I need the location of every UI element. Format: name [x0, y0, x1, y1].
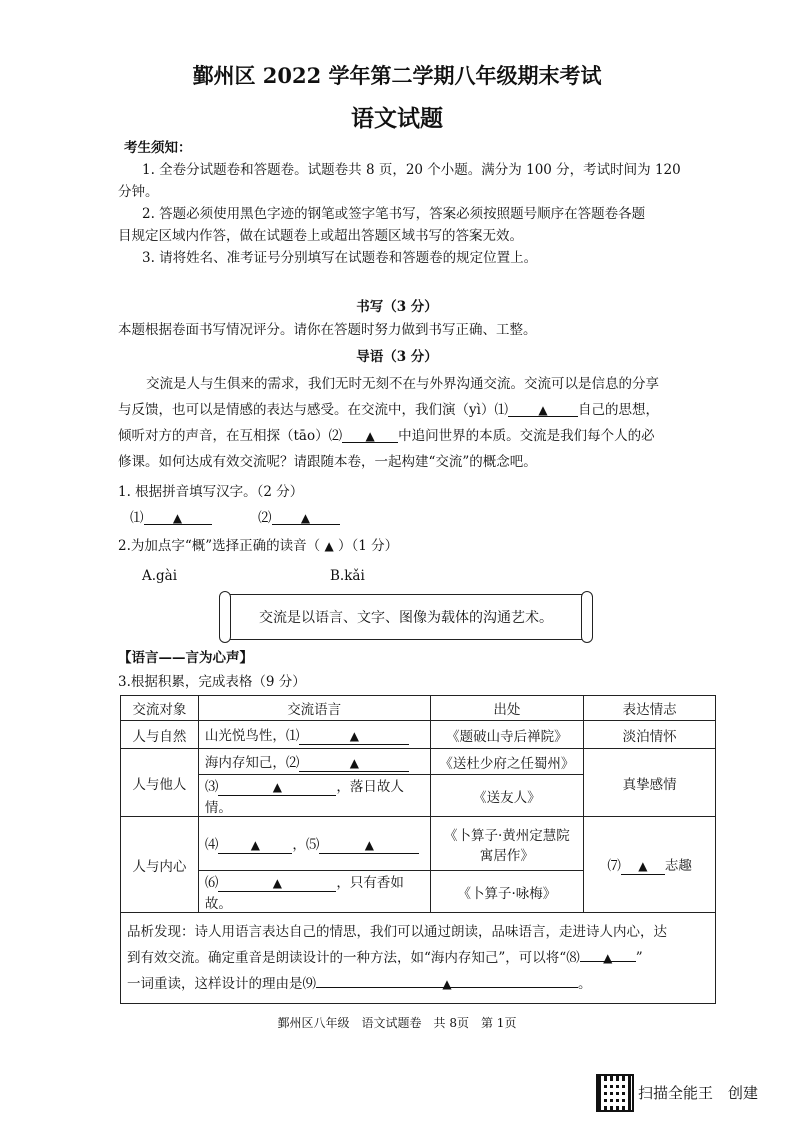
row3-source-2: 《卜算子·咏梅》: [430, 871, 584, 913]
triangle-icon: ▲: [272, 876, 282, 890]
writing-heading: 书写（3 分）: [356, 299, 438, 315]
row1-language: 山光悦鸟性，⑴ ▲: [198, 721, 430, 749]
triangle-icon: ▲: [349, 729, 359, 743]
row3-language-1: ⑷ ▲ ，⑸ ▲: [198, 817, 430, 871]
blank-2[interactable]: [299, 755, 409, 772]
row1-object: 人与自然: [121, 721, 199, 749]
banner-text: 交流是以语言、文字、图像为载体的沟通艺术。: [259, 610, 553, 626]
triangle-icon: ▲: [250, 838, 260, 852]
row3-source-1: 《卜算子·黄州定慧院 寓居作》: [430, 817, 584, 871]
row3-language-2: ⑹ ▲ ，只有香如故。: [198, 871, 430, 913]
row3-emotion: ⑺ ▲ 志趣: [584, 817, 716, 913]
triangle-icon: ▲: [364, 838, 374, 852]
intro-line-3: 倾听对方的声音，在互相探（tāo）⑵ ▲ 中追问世界的本质。交流是我们每个人的必: [118, 428, 655, 444]
triangle-icon: ▲: [442, 977, 452, 991]
blank-5[interactable]: [319, 837, 419, 854]
triangle-icon: ▲: [324, 539, 334, 553]
notice-item-2: 2. 答题必须使用黑色字迹的钢笔或签字笔书写，答案必须按照题号顺序在答题卷各题: [142, 206, 646, 222]
header-language: 交流语言: [198, 696, 430, 721]
header-emotion: 表达情志: [584, 696, 716, 721]
q2-option-a[interactable]: A.gài: [142, 568, 178, 584]
blank-1[interactable]: [299, 728, 409, 745]
notice-item-1-cont: 分钟。: [118, 184, 159, 200]
triangle-icon: ▲: [172, 511, 183, 525]
q1-blank-2[interactable]: [272, 508, 340, 525]
blank-4[interactable]: [218, 837, 292, 854]
row2-object: 人与他人: [121, 749, 199, 817]
blank-7[interactable]: [621, 858, 665, 875]
intro-line-1: 交流是人与生俱来的需求，我们无时无刻不在与外界沟通交流。交流可以是信息的分享: [146, 376, 659, 392]
qr-code-icon: [596, 1074, 634, 1112]
section-heading: 【语言——言为心声】: [118, 650, 253, 666]
blank-8[interactable]: [580, 945, 636, 965]
blank-3[interactable]: [218, 779, 336, 796]
row1-emotion: 淡泊情怀: [584, 721, 716, 749]
notice-item-3: 3. 请将姓名、准考证号分别填写在试题卷和答题卷的规定位置上。: [142, 250, 538, 266]
intro-line-4: 修课。如何达成有效交流呢？请跟随本卷，一起构建“交流”的概念吧。: [118, 454, 537, 470]
row3-object: 人与内心: [121, 817, 199, 913]
notice-heading: 考生须知：: [124, 140, 192, 156]
q3-text: 3.根据积累，完成表格（9 分）: [118, 674, 306, 690]
triangle-icon: ▲: [349, 756, 359, 770]
exam-title: 鄞州区 2022 学年第二学期八年级期末考试: [192, 63, 602, 88]
page-footer: 鄞州区八年级 语文试题卷 共 8页 第 1页: [277, 1016, 517, 1030]
answer-table: [120, 695, 716, 1004]
triangle-icon: ▲: [538, 403, 548, 417]
notice-item-1: 1. 全卷分试题卷和答题卷。试题卷共 8 页，20 个小题。满分为 100 分，考试时间为 120: [142, 162, 681, 178]
row2-language-2: ⑶ ▲ ，落日故人情。: [198, 775, 430, 817]
row2-emotion: 真挚感情: [584, 749, 716, 817]
scanner-watermark: 扫描全能王 创建: [638, 1084, 759, 1102]
notice-item-2-cont: 目规定区域内作答，做在试题卷上或超出答题区域书写的答案无效。: [118, 228, 523, 244]
table-row: [121, 749, 716, 775]
table-row: [121, 721, 716, 749]
triangle-icon: ▲: [638, 859, 648, 873]
quote-banner: [224, 594, 588, 640]
row2-source-2: 《送友人》: [430, 775, 584, 817]
header-source: 出处: [430, 696, 584, 721]
triangle-icon: ▲: [603, 951, 613, 965]
writing-text: 本题根据卷面书写情况评分。请你在答题时努力做到书写正确、工整。: [118, 322, 537, 338]
q1-answer-1: ⑴ ▲: [130, 508, 212, 528]
analysis-row: [121, 913, 716, 1004]
triangle-icon: ▲: [272, 780, 282, 794]
triangle-icon: ▲: [300, 511, 311, 525]
intro-heading: 导语（3 分）: [356, 349, 438, 365]
intro-blank-1[interactable]: [508, 400, 578, 417]
q1-answer-2: ⑵ ▲: [258, 508, 340, 528]
intro-blank-2[interactable]: [342, 426, 398, 443]
analysis-cell: 品析发现：诗人用语言表达自己的情思，我们可以通过朗读，品味语言，走进诗人内心，达 到有效交流。确定重音是朗读设计的一种方法，如“海内存知己”，可以将“⑻ ▲ ” 一词重读，这样设计的理由是⑼ ▲ 。: [121, 913, 716, 1004]
triangle-icon: ▲: [365, 429, 375, 443]
header-object: 交流对象: [121, 696, 199, 721]
q2-option-b[interactable]: B.kǎi: [330, 568, 365, 584]
q1-blank-1[interactable]: [144, 508, 212, 525]
exam-subtitle: 语文试题: [351, 105, 443, 132]
q1-text: 1. 根据拼音填写汉字。（2 分）: [118, 484, 304, 500]
table-row: [121, 817, 716, 871]
blank-6[interactable]: [218, 875, 336, 892]
q2-text: 2.为加点字“概”选择正确的读音（ ▲ ）（1 分）: [118, 538, 399, 554]
row1-source: 《题破山寺后禅院》: [430, 721, 584, 749]
row2-language-1: 海内存知己，⑵ ▲: [198, 749, 430, 775]
blank-9[interactable]: [316, 971, 578, 991]
table-header-row: [121, 696, 716, 721]
row2-source-1: 《送杜少府之任蜀州》: [430, 749, 584, 775]
intro-line-2: 与反馈，也可以是情感的表达与感受。在交流中，我们演（yì）⑴ ▲ 自己的思想，: [118, 402, 659, 418]
